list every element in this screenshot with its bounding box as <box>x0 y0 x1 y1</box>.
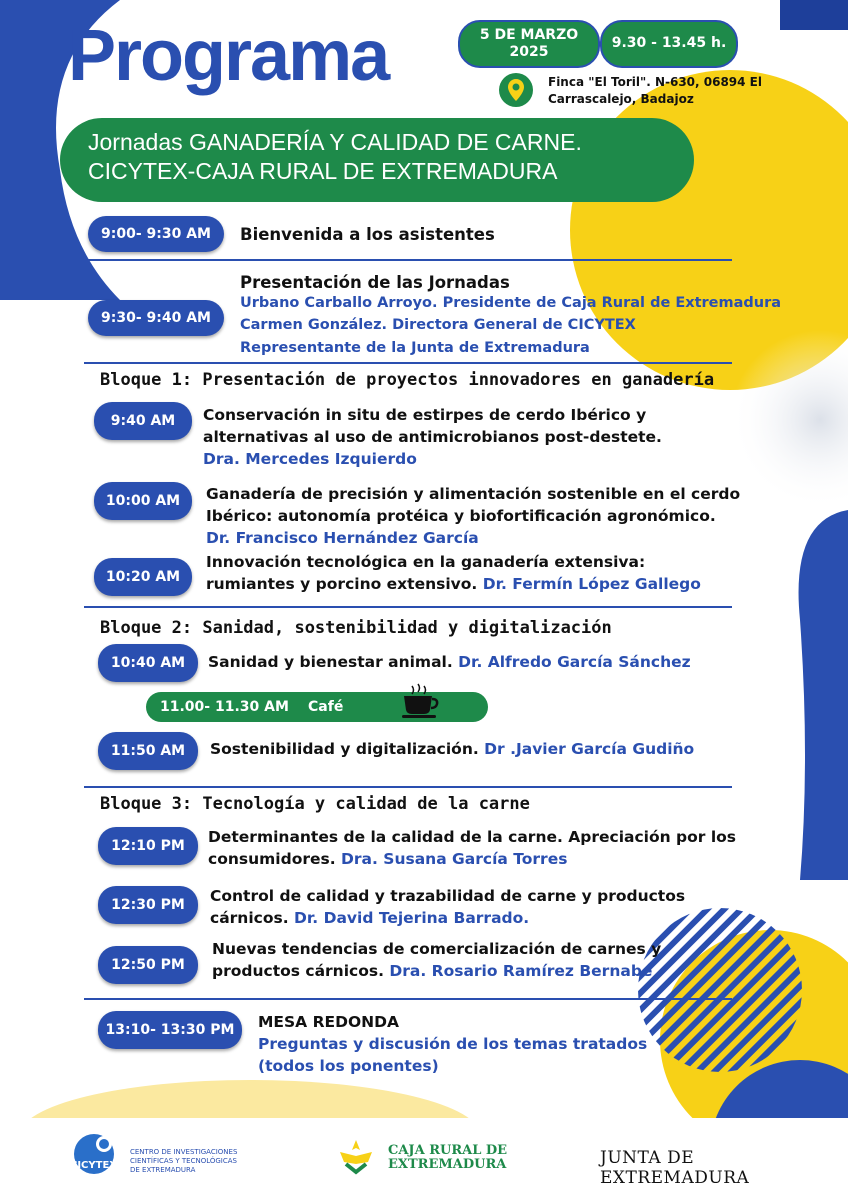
page-title: Programa <box>68 16 389 96</box>
talk-title-text: productos cárnicos. <box>212 962 384 980</box>
cicytex-description <box>130 1148 237 1174</box>
speaker: Urbano Carballo Arroyo. Presidente de Caja Rural de Extremadura <box>240 295 782 311</box>
talk-title <box>210 739 694 759</box>
speaker: Dra. Rosario Ramírez Bernabé <box>389 962 653 980</box>
talk-title: Innovación tecnológica en la ganadería extensiva: <box>206 553 646 571</box>
time-badge: 12:50 PM <box>98 946 198 984</box>
speaker: Dra. Susana García Torres <box>341 850 568 868</box>
section-heading: Bloque 2: Sanidad, sostenibilidad y digitalización <box>100 618 612 638</box>
caja-rural-logo <box>332 1136 380 1176</box>
talk-title <box>210 908 529 928</box>
round-table-desc: Preguntas y discusión de los temas tratados <box>258 1035 648 1053</box>
section-heading: Bloque 3: Tecnología y calidad de la carne <box>100 794 530 814</box>
divider <box>84 786 732 788</box>
speaker: Representante de la Junta de Extremadura <box>240 340 590 356</box>
event-hours: 9.30 - 13.45 h. <box>600 20 738 68</box>
location-pin-icon <box>498 72 534 108</box>
banner-subtitle: CICYTEX-CAJA RURAL DE EXTREMADURA <box>88 157 558 184</box>
talk-title-text: rumiantes y porcino extensivo. <box>206 575 478 593</box>
coffee-break-label: Café <box>308 699 344 715</box>
banner-title: GANADERÍA Y CALIDAD DE CARNE. <box>189 129 582 155</box>
divider <box>84 998 732 1000</box>
time-badge: 9:00- 9:30 AM <box>88 216 224 252</box>
coffee-cup-icon <box>400 682 440 720</box>
cicytex-desc-line: CIENTÍFICAS Y TECNOLÓGICAS <box>130 1156 237 1165</box>
time-badge: 9:40 AM <box>94 402 192 440</box>
talk-title-text: consumidores. <box>208 850 336 868</box>
coffee-break-time: 11.00- 11.30 AM <box>160 699 289 715</box>
speaker: Dr. David Tejerina Barrado. <box>294 909 530 927</box>
time-badge: 10:40 AM <box>98 644 198 682</box>
talk-title-text: Sostenibilidad y digitalización. <box>210 740 479 758</box>
talk-title: Determinantes de la calidad de la carne. Apreciación por los <box>208 828 737 846</box>
event-location: Finca "El Toril". N-630, 06894 El Carrascalejo, Badajoz <box>548 75 762 107</box>
event-date: 5 DE MARZO 2025 <box>458 20 600 68</box>
cicytex-desc-line: CENTRO DE INVESTIGACIONES <box>130 1148 238 1156</box>
caja-rural-line: CAJA RURAL DE <box>388 1143 508 1158</box>
talk-title: Control de calidad y trazabilidad de carne y productos <box>210 887 686 905</box>
cicytex-logo <box>62 1132 126 1178</box>
talk-title: Ibérico: autonomía protéica y biofortificación agronómico. <box>206 507 716 525</box>
talk-title: Conservación in situ de estirpes de cerdo Ibérico y <box>203 406 647 424</box>
section-heading: Bloque 1: Presentación de proyectos innovadores en ganadería <box>100 370 715 390</box>
talk-title: alternativas al uso de antimicrobianos post-destete. <box>203 428 662 446</box>
speaker: Dr. Francisco Hernández García <box>206 529 479 547</box>
time-badge: 13:10- 13:30 PM <box>98 1011 242 1049</box>
talk-title-text: Sanidad y bienestar animal. <box>208 653 453 671</box>
speaker: Carmen González. Directora General de CICYTEX <box>240 317 636 333</box>
time-badge: 9:30- 9:40 AM <box>88 300 224 336</box>
caja-rural-line: EXTREMADURA <box>388 1157 507 1173</box>
speaker: Dr. Alfredo García Sánchez <box>458 653 691 671</box>
talk-title: Nuevas tendencias de comercialización de carnes y <box>212 940 662 958</box>
talk-title: Ganadería de precisión y alimentación sostenible en el cerdo <box>206 485 741 503</box>
talk-title-text: cárnicos. <box>210 909 289 927</box>
time-badge: 10:00 AM <box>94 482 192 520</box>
round-table-title: MESA REDONDA <box>258 1013 399 1031</box>
talk-title <box>208 849 567 869</box>
time-badge: 12:10 PM <box>98 827 198 865</box>
junta-logo-text: JUNTA DE EXTREMADURA <box>600 1148 750 1188</box>
cicytex-desc-line: DE EXTREMADURA <box>130 1165 196 1174</box>
talk-title <box>206 574 701 594</box>
time-badge: 12:30 PM <box>98 886 198 924</box>
schedule-item-title: Presentación de las Jornadas <box>240 273 510 292</box>
time-badge: 10:20 AM <box>94 558 192 596</box>
speaker: Dr. Fermín López Gallego <box>482 575 701 593</box>
event-banner <box>60 118 694 202</box>
time-badge: 11:50 AM <box>98 732 198 770</box>
talk-title <box>212 961 652 981</box>
round-table-desc: (todos los ponentes) <box>258 1057 439 1075</box>
schedule-item-title: Bienvenida a los asistentes <box>240 225 495 244</box>
banner-prefix: Jornadas <box>88 129 190 155</box>
divider <box>84 606 732 608</box>
divider <box>84 259 732 261</box>
talk-title <box>208 652 691 672</box>
caja-rural-name <box>388 1144 507 1173</box>
cicytex-name: CICYTEX <box>70 1160 118 1171</box>
speaker: Dr .Javier García Gudiño <box>484 740 695 758</box>
speaker: Dra. Mercedes Izquierdo <box>203 450 417 468</box>
divider <box>84 362 732 364</box>
